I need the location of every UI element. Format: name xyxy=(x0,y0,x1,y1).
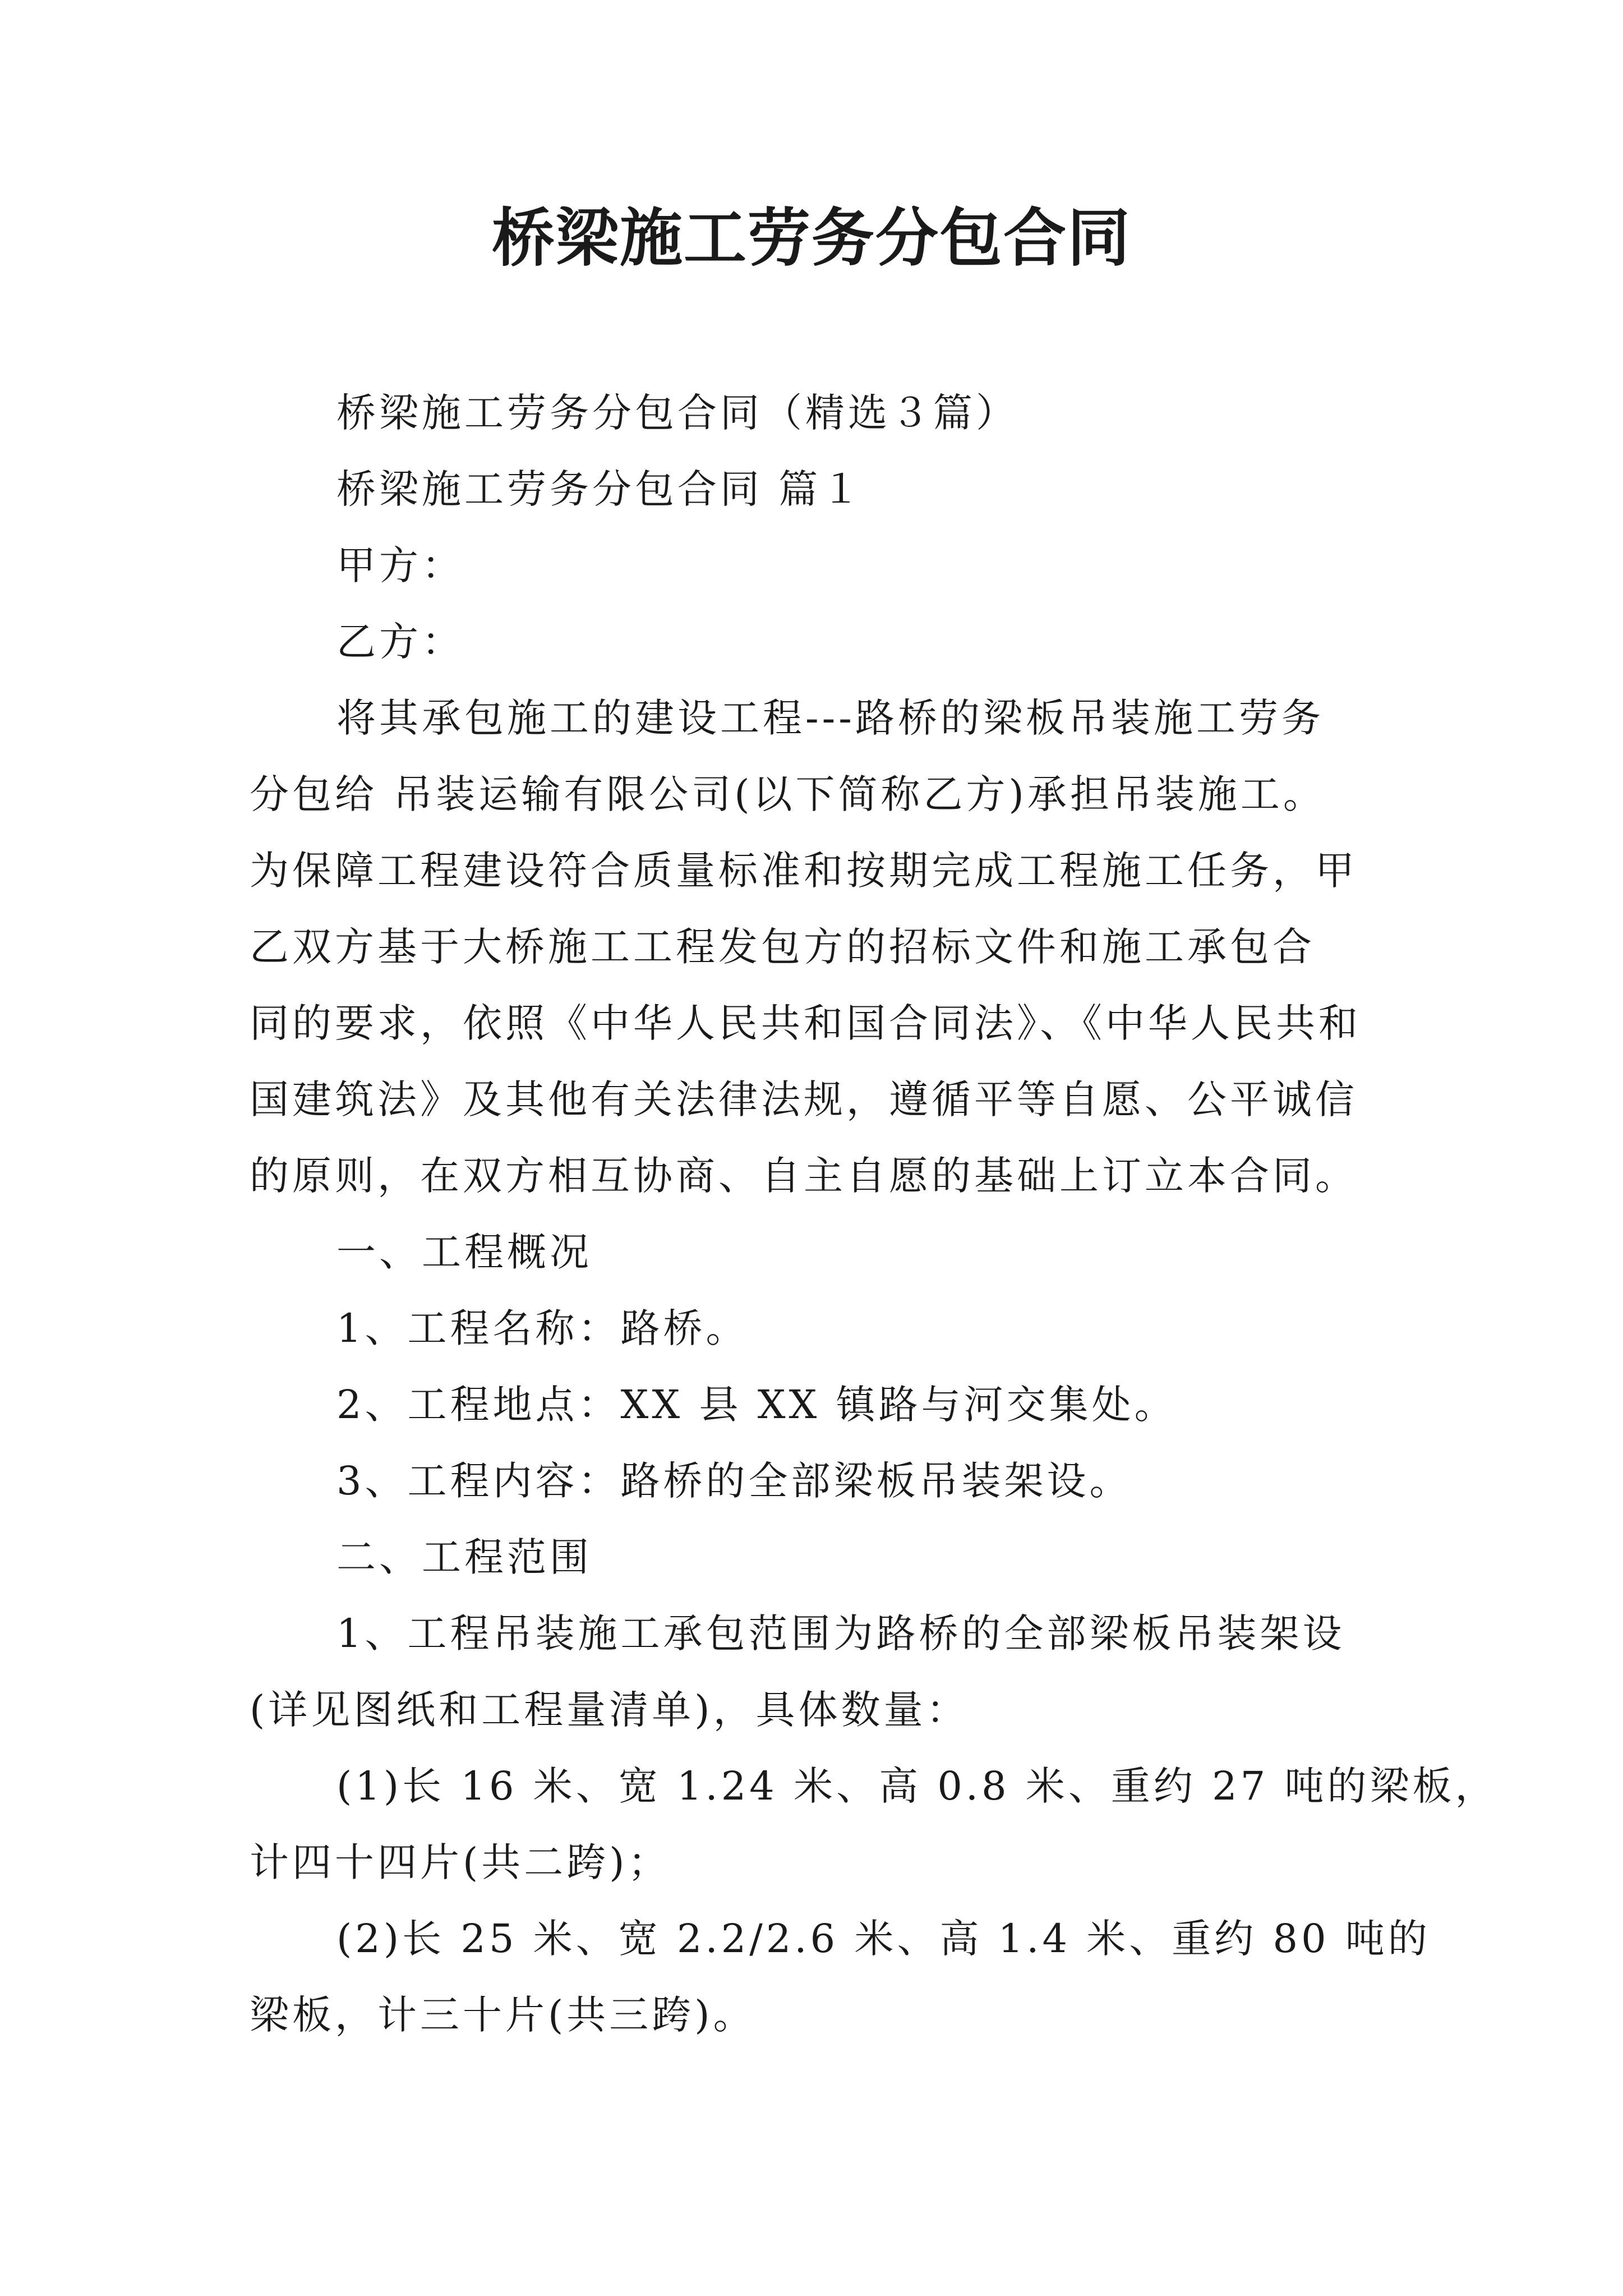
list-item: 3、工程内容：路桥的全部梁板吊装架设。 xyxy=(336,1458,1132,1504)
paragraph-line: 将其承包施工的建设工程---路桥的梁板吊装施工劳务 xyxy=(336,695,1324,741)
party-b-line: 乙方： xyxy=(336,619,464,665)
list-item: 2、工程地点：XX 县 XX 镇路与河交集处。 xyxy=(336,1382,1177,1428)
list-item: 1、工程吊装施工承包范围为路桥的全部梁板吊装架设 xyxy=(336,1611,1345,1657)
paragraph-line: 计四十四片(共二跨)； xyxy=(250,1839,671,1885)
document-body xyxy=(250,375,1498,2053)
document-title: 桥梁施工劳务分包合同 xyxy=(492,201,1131,275)
paragraph-line: 同的要求，依照《中华人民共和国合同法》、《中华人民共和 xyxy=(250,1000,1361,1046)
paragraph-line: 梁板，计三十片(共三跨)。 xyxy=(250,1992,756,2038)
paragraph-line: 乙双方基于大桥施工工程发包方的招标文件和施工承包合 xyxy=(250,924,1315,970)
section-heading: 一、工程概况 xyxy=(336,1229,592,1275)
party-a-line: 甲方： xyxy=(336,542,464,588)
paragraph-line: 国建筑法》及其他有关法律法规，遵循平等自愿、公平诚信 xyxy=(250,1076,1358,1122)
section-heading: 桥梁施工劳务分包合同 篇１ xyxy=(336,466,864,512)
paragraph-line: 的原则，在双方相互协商、自主自愿的基础上订立本合同。 xyxy=(250,1153,1358,1199)
list-item: (2)长 25 米、宽 2.2/2.6 米、高 1.4 米、重约 80 吨的 xyxy=(336,1916,1431,1962)
paragraph-line: (详见图纸和工程量清单)，具体数量： xyxy=(250,1687,969,1733)
subtitle-line: 桥梁施工劳务分包合同（精选３篇） xyxy=(336,390,1018,436)
section-heading: 二、工程范围 xyxy=(336,1534,592,1580)
paragraph-line: 分包给 吊装运输有限公司(以下简称乙方)承担吊装施工。 xyxy=(250,771,1326,817)
paragraph-line: 为保障工程建设符合质量标准和按期完成工程施工任务，甲 xyxy=(250,848,1358,894)
list-item: 1、工程名称：路桥。 xyxy=(336,1305,749,1351)
list-item: (1)长 16 米、宽 1.24 米、高 0.8 米、重约 27 吨的梁板， xyxy=(336,1763,1498,1809)
